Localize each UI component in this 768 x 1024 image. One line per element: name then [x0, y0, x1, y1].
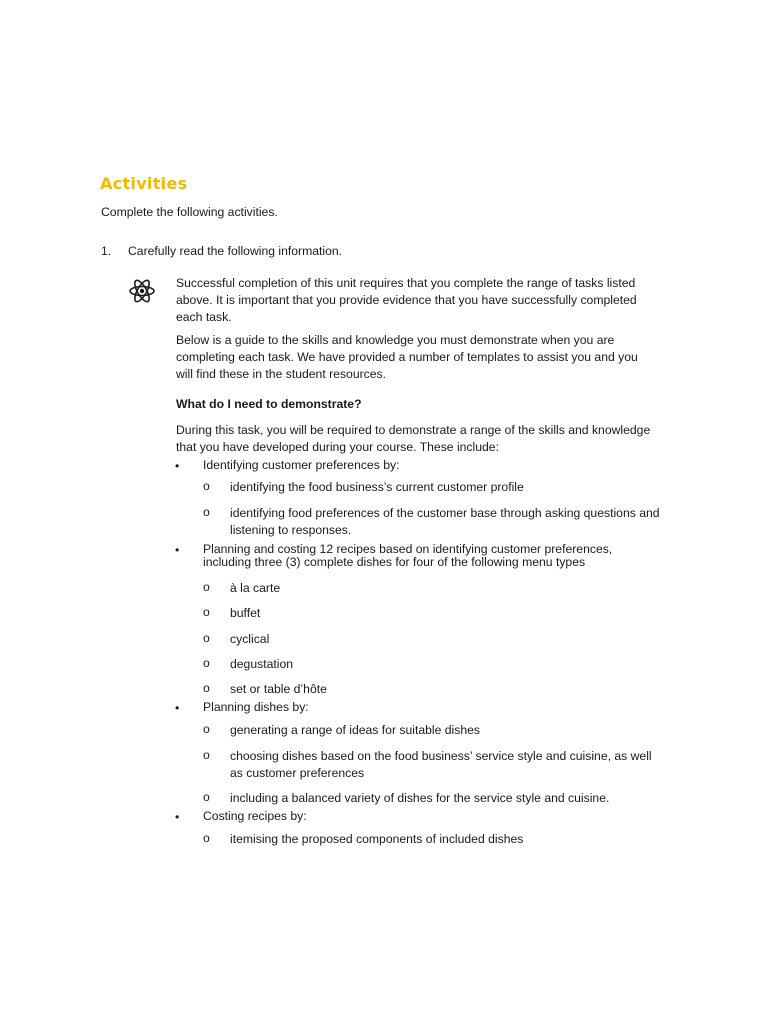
sub-bullet-item: identifying food preferences of the customer base through asking questions and listening to responses.	[230, 506, 660, 537]
bullet-item: Identifying customer preferences by:	[203, 458, 400, 472]
sub-bullet-marker: o	[203, 831, 210, 845]
sub-bullet-item: set or table d’hôte	[230, 682, 327, 696]
bullet-marker: •	[175, 810, 180, 824]
info-subheading: What do I need to demonstrate?	[176, 397, 362, 411]
bullet-marker: •	[175, 459, 180, 473]
sub-bullet-marker: o	[203, 479, 210, 493]
sub-bullet-marker: o	[203, 580, 210, 594]
sub-bullet-item: cyclical	[230, 632, 270, 646]
sub-bullet-item: degustation	[230, 657, 294, 671]
sub-bullet-item: including a balanced variety of dishes for the service style and cuisine.	[230, 791, 610, 805]
sub-bullet-marker: o	[203, 631, 210, 645]
sub-bullet-item: buffet	[230, 606, 261, 620]
bullet-item: Planning dishes by:	[203, 700, 309, 714]
bullet-item: Planning and costing 12 recipes based on identifying customer preferences, including three (3) complete dishes for four of the following menu types	[203, 542, 613, 569]
bullet-item: Costing recipes by:	[203, 809, 307, 823]
sub-bullet-item: à la carte	[230, 581, 281, 595]
sub-bullet-marker: o	[203, 505, 210, 519]
sub-bullet-marker: o	[203, 722, 210, 736]
sub-bullet-marker: o	[203, 790, 210, 804]
sub-bullet-marker: o	[203, 656, 210, 670]
section-heading: Activities	[100, 174, 188, 193]
bullet-marker: •	[175, 543, 180, 557]
sub-bullet-marker: o	[203, 605, 210, 619]
sub-bullet-marker: o	[203, 748, 210, 762]
sub-bullet-item: identifying the food business’s current customer profile	[230, 480, 524, 494]
sub-bullet-marker: o	[203, 681, 210, 695]
sub-bullet-item: choosing dishes based on the food business’ service style and cuisine, as well as customer preferences	[230, 749, 652, 780]
intro-text: Complete the following activities.	[101, 205, 278, 219]
bullet-marker: •	[175, 701, 180, 715]
atom-icon	[128, 277, 156, 305]
info-paragraph-2: Below is a guide to the skills and knowledge you must demonstrate when you are completing each task. We have provided a number of templates to assist you and you will find these in the student resources.	[176, 333, 638, 381]
step-text: Carefully read the following information.	[128, 244, 343, 258]
sub-bullet-item: itemising the proposed components of included dishes	[230, 832, 524, 846]
info-paragraph-3: During this task, you will be required to demonstrate a range of the skills and knowledge that you have developed during your course. These include:	[176, 423, 651, 454]
sub-bullet-item: generating a range of ideas for suitable dishes	[230, 723, 481, 737]
step-number: 1.	[101, 244, 112, 258]
info-paragraph-1: Successful completion of this unit requires that you complete the range of tasks listed above. It is important that you provide evidence that you have successfully completed each task.	[176, 276, 637, 324]
